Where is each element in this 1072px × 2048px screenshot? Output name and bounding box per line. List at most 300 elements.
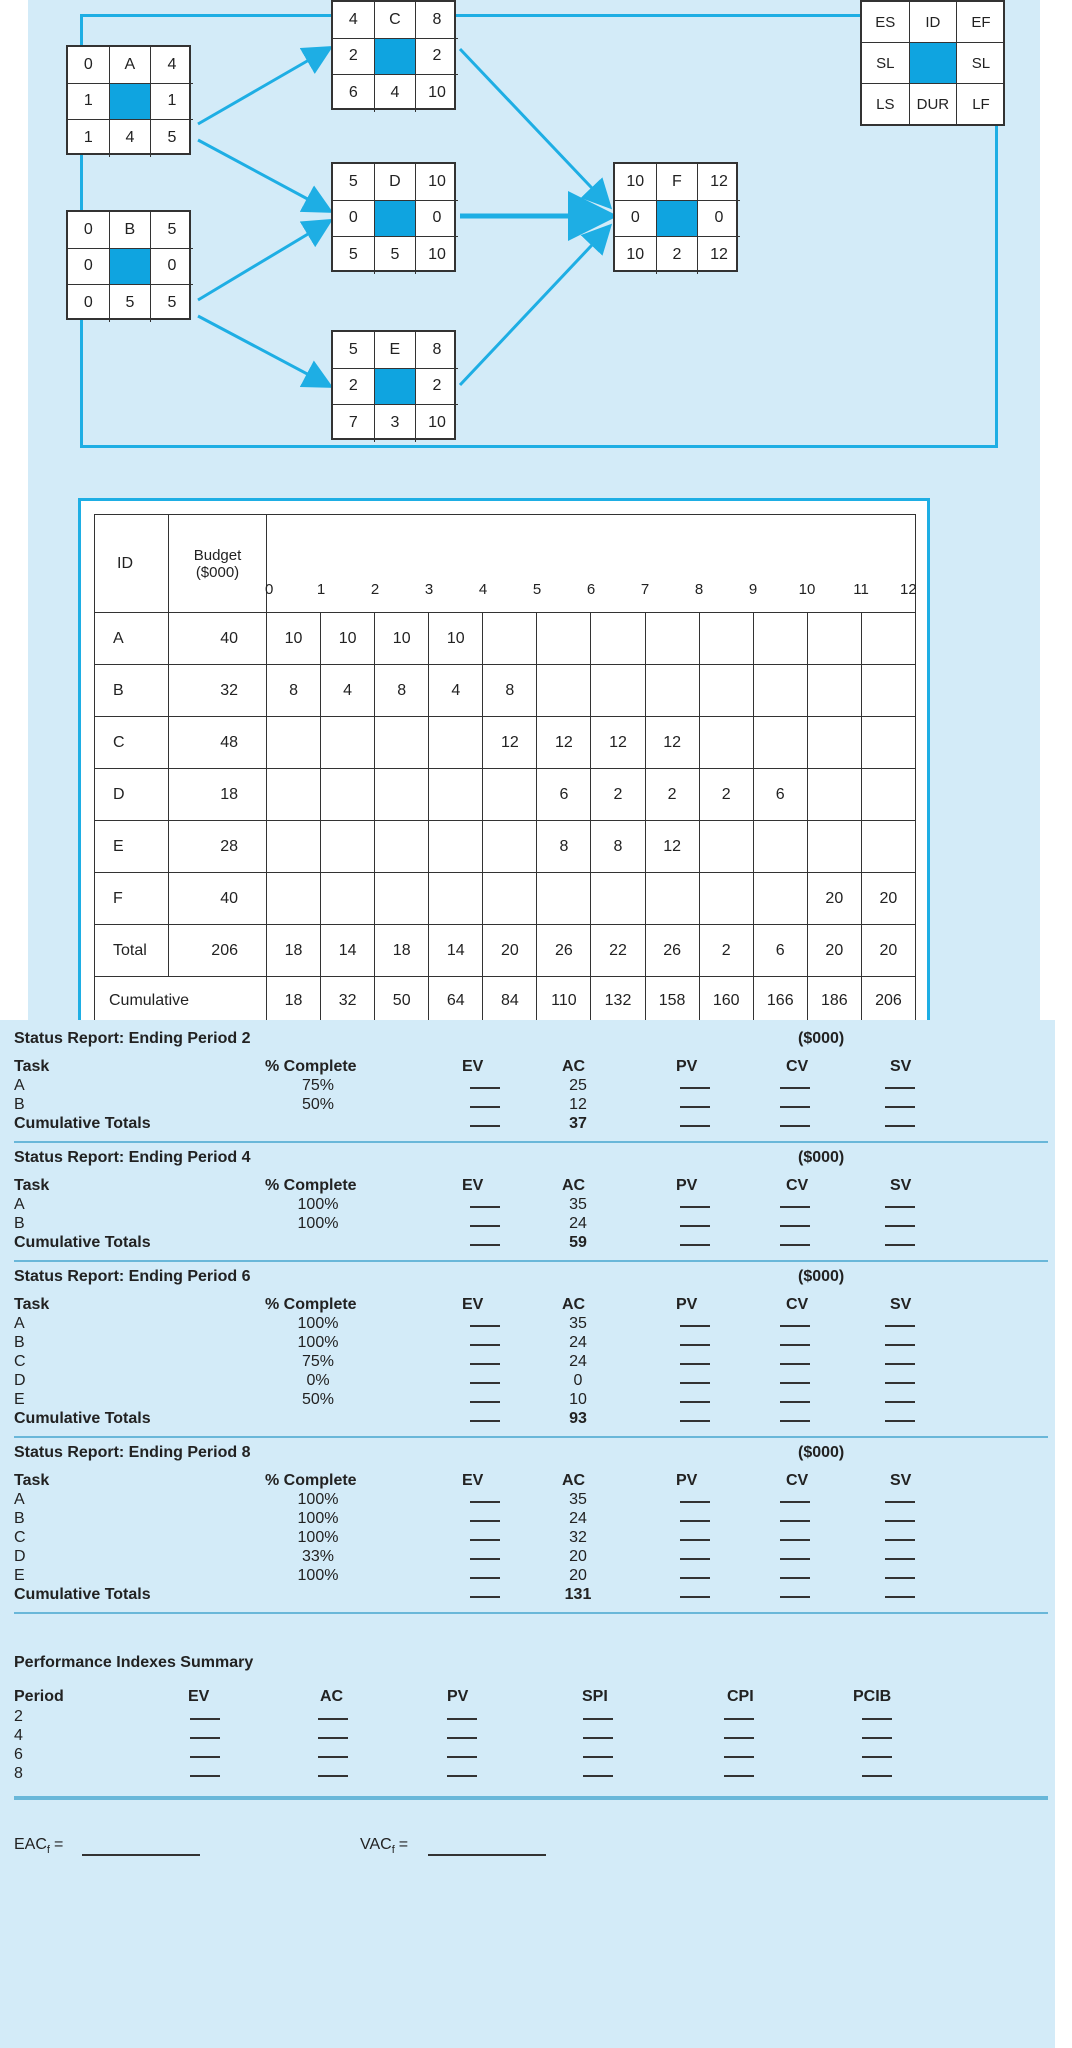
period-value: 84: [483, 977, 537, 1025]
period-value: 18: [375, 925, 429, 977]
node-fill: [657, 201, 699, 238]
period-value: [321, 873, 375, 925]
summary-col-pcib: PCIB: [853, 1688, 892, 1705]
node-ef: 4: [151, 47, 193, 84]
summary-period: 4: [14, 1727, 23, 1744]
blank-sv: [885, 1501, 915, 1503]
period-value: [537, 873, 591, 925]
budget-row-b: [95, 665, 916, 717]
node-fill: [375, 201, 417, 238]
budget-row-f: [95, 873, 916, 925]
blank-pv: [680, 1501, 710, 1503]
row-budget: 32: [169, 665, 267, 717]
summary-col-cpi: CPI: [727, 1688, 754, 1705]
node-fill: [375, 39, 417, 76]
blank-ev: [470, 1501, 500, 1503]
task-complete: 100%: [297, 1215, 339, 1232]
col-pv: PV: [676, 1472, 698, 1489]
period-tick: 0: [265, 581, 274, 598]
eac-equals: =: [53, 1836, 64, 1853]
period-value: 20: [807, 925, 861, 977]
task-id: B: [14, 1096, 25, 1113]
node-lf: 10: [428, 246, 446, 264]
blank-spi: [583, 1775, 613, 1777]
blank-sv: [885, 1596, 915, 1598]
blank-ev: [190, 1775, 220, 1777]
period-tick: 6: [586, 581, 596, 598]
node-ls: 6: [333, 75, 375, 112]
period-value: [429, 717, 483, 769]
period-tick: 3: [424, 581, 434, 598]
node-sl-right: 0: [698, 201, 740, 238]
legend-ls: LS: [862, 84, 910, 125]
period-value: 6: [753, 925, 807, 977]
node-lf: 5: [167, 294, 177, 312]
arrow-c-f: [460, 49, 608, 205]
period-value: [645, 873, 699, 925]
node-fill: [110, 249, 152, 286]
blank-cv: [780, 1539, 810, 1541]
blank-ev: [470, 1539, 500, 1541]
node-fill: [110, 84, 152, 121]
cumulative-totals-label: Cumulative Totals: [14, 1586, 151, 1603]
period-value: 158: [645, 977, 699, 1025]
period-value: [807, 613, 861, 665]
col-ac: AC: [562, 1058, 586, 1075]
col-cv: CV: [786, 1177, 809, 1194]
blank-pv: [680, 1539, 710, 1541]
period-value: 12: [645, 821, 699, 873]
summary-period: 6: [14, 1746, 23, 1763]
task-complete: 0%: [306, 1372, 330, 1389]
divider: [14, 1798, 1048, 1800]
blank-cpi: [724, 1718, 754, 1720]
report-title: Status Report: Ending Period 6: [14, 1268, 251, 1285]
row-label: D: [95, 769, 169, 821]
blank-pv: [680, 1520, 710, 1522]
blank-ev: [470, 1325, 500, 1327]
task-complete: 100%: [297, 1334, 339, 1351]
period-value: [807, 821, 861, 873]
task-id: E: [14, 1567, 25, 1584]
blank-cv: [780, 1244, 810, 1246]
blank-pcib: [862, 1718, 892, 1720]
id-header: ID: [95, 515, 169, 613]
blank-spi: [583, 1756, 613, 1758]
task-ac: 24: [569, 1334, 587, 1351]
node-sl-right: 2: [416, 369, 458, 406]
col-ev: EV: [462, 1177, 484, 1194]
blank-pv: [680, 1125, 710, 1127]
row-budget: 48: [169, 717, 267, 769]
blank-ac: [318, 1756, 348, 1758]
task-id: C: [14, 1353, 26, 1370]
blank-pv: [680, 1206, 710, 1208]
period-value: 50: [375, 977, 429, 1025]
period-value: [807, 665, 861, 717]
vac-subscript: f: [391, 1844, 395, 1857]
blank-sv: [885, 1325, 915, 1327]
period-value: [861, 769, 915, 821]
period-value: [753, 873, 807, 925]
col-complete: % Complete: [265, 1296, 357, 1313]
vac-label: VAC: [360, 1836, 392, 1853]
blank-cv: [780, 1363, 810, 1365]
period-value: 6: [537, 769, 591, 821]
period-value: 20: [483, 925, 537, 977]
blank-sv: [885, 1244, 915, 1246]
report-unit: ($000): [798, 1268, 845, 1285]
task-ac: 12: [569, 1096, 587, 1113]
blank-ev: [470, 1382, 500, 1384]
col-task: Task: [14, 1058, 50, 1075]
report-title: Status Report: Ending Period 4: [14, 1149, 251, 1166]
budget-header-line1: Budget: [193, 546, 242, 564]
blank-cpi: [724, 1756, 754, 1758]
eac-subscript: f: [46, 1844, 50, 1857]
blank-ev: [470, 1244, 500, 1246]
node-sl-right: 0: [151, 249, 193, 286]
budget-row-a: [95, 613, 916, 665]
period-value: [267, 769, 321, 821]
blank-cv: [780, 1225, 810, 1227]
node-ef: 8: [416, 332, 458, 369]
cumulative-totals-label: Cumulative Totals: [14, 1410, 151, 1427]
blank-sv: [885, 1558, 915, 1560]
row-label: A: [95, 613, 169, 665]
arrow-b-d: [198, 222, 328, 300]
node-es: 5: [333, 164, 375, 201]
period-value: [483, 873, 537, 925]
blank-pv: [680, 1344, 710, 1346]
blank-ev: [470, 1363, 500, 1365]
period-value: 18: [267, 925, 321, 977]
summary-col-spi: SPI: [582, 1688, 608, 1705]
row-budget: 18: [169, 769, 267, 821]
task-complete: 100%: [297, 1510, 339, 1527]
blank-cv: [780, 1558, 810, 1560]
node-b: [66, 210, 191, 320]
summary-period: 8: [14, 1765, 23, 1782]
blank-sv: [885, 1087, 915, 1089]
budget-header-row: [95, 515, 916, 613]
col-ac: AC: [562, 1296, 586, 1313]
report-title: Status Report: Ending Period 8: [14, 1444, 251, 1461]
period-value: 6: [753, 769, 807, 821]
period-value: 8: [537, 821, 591, 873]
node-sl-left: 1: [68, 84, 110, 121]
budget-row-d: [95, 769, 916, 821]
blank-sv: [885, 1225, 915, 1227]
period-value: 2: [645, 769, 699, 821]
blank-cv: [780, 1596, 810, 1598]
task-ac: 25: [569, 1077, 587, 1094]
col-task: Task: [14, 1177, 50, 1194]
blank-cv: [780, 1401, 810, 1403]
row-label: Total: [95, 925, 169, 977]
legend-es: ES: [862, 2, 910, 43]
legend-sl-left: SL: [862, 43, 910, 84]
period-value: [267, 717, 321, 769]
period-value: [699, 873, 753, 925]
period-value: [753, 613, 807, 665]
blank-pv: [447, 1775, 477, 1777]
period-value: [699, 665, 753, 717]
period-value: [375, 717, 429, 769]
period-axis: [267, 515, 916, 613]
task-complete: 75%: [301, 1077, 335, 1094]
cumulative-ac: 131: [564, 1586, 592, 1603]
blank-ev: [470, 1401, 500, 1403]
node-lf: 10: [428, 84, 446, 102]
period-tick: 8: [694, 581, 704, 598]
period-value: [537, 665, 591, 717]
vac-equals: =: [398, 1836, 409, 1853]
node-id: F: [657, 164, 699, 201]
period-value: [591, 873, 645, 925]
task-ac: 0: [573, 1372, 583, 1389]
period-value: 26: [645, 925, 699, 977]
col-pv: PV: [676, 1177, 698, 1194]
period-value: 186: [807, 977, 861, 1025]
node-a: [66, 45, 191, 155]
period-value: 8: [267, 665, 321, 717]
node-sl-left: 2: [333, 39, 375, 76]
period-value: [861, 821, 915, 873]
blank-cv: [780, 1420, 810, 1422]
budget-row-total: [95, 925, 916, 977]
blank-cv: [780, 1087, 810, 1089]
period-value: [807, 769, 861, 821]
period-value: [645, 613, 699, 665]
task-ac: 32: [569, 1529, 587, 1546]
col-cv: CV: [786, 1296, 809, 1313]
period-value: [483, 613, 537, 665]
period-value: [429, 769, 483, 821]
blank-pcib: [862, 1737, 892, 1739]
period-value: [699, 613, 753, 665]
task-ac: 10: [569, 1391, 587, 1408]
node-id: B: [110, 212, 152, 249]
blank-pv: [680, 1420, 710, 1422]
period-value: 64: [429, 977, 483, 1025]
node-ef: 8: [416, 2, 458, 39]
col-ac: AC: [562, 1472, 586, 1489]
summary-col-pv: PV: [447, 1688, 469, 1705]
blank-cv: [780, 1520, 810, 1522]
arrow-b-e: [198, 316, 328, 385]
blank-pv: [447, 1737, 477, 1739]
node-ls: 0: [68, 285, 110, 322]
period-tick: 11: [853, 581, 869, 598]
node-sl-left: 0: [615, 201, 657, 238]
task-complete: 100%: [297, 1491, 339, 1508]
budget-row-c: [95, 717, 916, 769]
node-fill: [375, 369, 417, 406]
task-id: A: [14, 1077, 25, 1094]
blank-ac: [318, 1718, 348, 1720]
task-id: A: [14, 1196, 25, 1213]
node-dur: 2: [657, 237, 699, 274]
blank-ev: [470, 1225, 500, 1227]
legend-fill: [910, 43, 958, 84]
row-budget: 40: [169, 873, 267, 925]
period-value: [321, 821, 375, 873]
period-value: 8: [591, 821, 645, 873]
row-label: C: [95, 717, 169, 769]
period-value: 2: [591, 769, 645, 821]
task-complete: 50%: [301, 1391, 335, 1408]
node-f: [613, 162, 738, 272]
row-budget: 40: [169, 613, 267, 665]
col-complete: % Complete: [265, 1177, 357, 1194]
task-complete: 100%: [297, 1567, 339, 1584]
node-id: C: [375, 2, 417, 39]
col-complete: % Complete: [265, 1472, 357, 1489]
blank-ev: [470, 1596, 500, 1598]
task-complete: 33%: [301, 1548, 335, 1565]
blank-pv: [680, 1558, 710, 1560]
blank-cv: [780, 1206, 810, 1208]
period-value: 4: [321, 665, 375, 717]
blank-pcib: [862, 1756, 892, 1758]
blank-cv: [780, 1501, 810, 1503]
period-value: [375, 769, 429, 821]
network-panel: [28, 0, 1040, 478]
node-dur: 4: [375, 75, 417, 112]
blank-cv: [780, 1325, 810, 1327]
blank-sv: [885, 1420, 915, 1422]
cumulative-ac: 59: [569, 1234, 587, 1251]
report-unit: ($000): [798, 1030, 845, 1047]
period-value: 2: [699, 925, 753, 977]
status-reports-panel: [0, 1020, 1055, 2048]
node-d: [331, 162, 456, 272]
divider: [14, 1141, 1048, 1143]
period-value: [753, 821, 807, 873]
blank-cv: [780, 1344, 810, 1346]
period-value: 10: [267, 613, 321, 665]
node-ls: 7: [333, 405, 375, 442]
blank-ev: [470, 1087, 500, 1089]
blank-pcib: [862, 1775, 892, 1777]
row-label: E: [95, 821, 169, 873]
report-unit: ($000): [798, 1149, 845, 1166]
period-value: [483, 821, 537, 873]
node-lf: 5: [167, 129, 177, 147]
period-value: 166: [753, 977, 807, 1025]
period-value: 10: [375, 613, 429, 665]
report-unit: ($000): [798, 1444, 845, 1461]
blank-spi: [583, 1718, 613, 1720]
node-dur: 3: [375, 405, 417, 442]
period-value: 26: [537, 925, 591, 977]
node-ef: 5: [151, 212, 193, 249]
row-budget: 206: [169, 925, 267, 977]
period-value: [537, 613, 591, 665]
blank-cpi: [724, 1737, 754, 1739]
node-dur: 4: [110, 120, 152, 157]
blank-pv: [680, 1363, 710, 1365]
summary-period: 2: [14, 1708, 23, 1725]
period-tick: 5: [532, 581, 542, 598]
period-value: 4: [429, 665, 483, 717]
period-value: [591, 613, 645, 665]
period-value: 10: [429, 613, 483, 665]
eac-blank-line: [82, 1854, 200, 1856]
blank-ev: [470, 1206, 500, 1208]
period-value: 8: [483, 665, 537, 717]
period-value: [861, 717, 915, 769]
legend-sl-right: SL: [957, 43, 1005, 84]
period-value: [267, 873, 321, 925]
cumulative-totals-label: Cumulative Totals: [14, 1234, 151, 1251]
period-value: 14: [321, 925, 375, 977]
node-id: A: [110, 47, 152, 84]
blank-sv: [885, 1363, 915, 1365]
node-ls: 1: [68, 120, 110, 157]
task-id: B: [14, 1215, 25, 1232]
period-value: 132: [591, 977, 645, 1025]
blank-pv: [680, 1325, 710, 1327]
cumulative-ac: 93: [569, 1410, 587, 1427]
divider: [14, 1436, 1048, 1438]
task-ac: 35: [569, 1491, 587, 1508]
task-ac: 24: [569, 1215, 587, 1232]
period-tick: 4: [478, 581, 488, 598]
col-sv: SV: [890, 1296, 912, 1313]
blank-sv: [885, 1125, 915, 1127]
period-value: [429, 873, 483, 925]
blank-sv: [885, 1106, 915, 1108]
blank-ev: [470, 1420, 500, 1422]
blank-sv: [885, 1539, 915, 1541]
summary-col-ev: EV: [188, 1688, 210, 1705]
node-sl-right: 0: [416, 201, 458, 238]
budget-row-cumulative: [95, 977, 916, 1025]
node-sl-right: 1: [151, 84, 193, 121]
task-ac: 20: [569, 1548, 587, 1565]
legend-dur: DUR: [910, 84, 958, 125]
period-value: [699, 821, 753, 873]
blank-cv: [780, 1106, 810, 1108]
blank-pv: [680, 1596, 710, 1598]
blank-ac: [318, 1737, 348, 1739]
task-id: A: [14, 1315, 25, 1332]
blank-sv: [885, 1577, 915, 1579]
blank-pv: [680, 1225, 710, 1227]
period-tick: 12: [899, 581, 917, 598]
blank-ev: [190, 1737, 220, 1739]
period-tick: 9: [748, 581, 758, 598]
node-dur: 5: [375, 237, 417, 274]
budget-row-e: [95, 821, 916, 873]
blank-cv: [780, 1382, 810, 1384]
vac-blank-line: [428, 1854, 546, 1856]
task-ac: 35: [569, 1196, 587, 1213]
blank-pv: [680, 1382, 710, 1384]
task-complete: 50%: [301, 1096, 335, 1113]
blank-pv: [680, 1577, 710, 1579]
task-id: B: [14, 1334, 25, 1351]
budget-header-line2: ($000): [195, 563, 240, 581]
cumulative-ac: 37: [569, 1115, 587, 1132]
period-value: 20: [807, 873, 861, 925]
blank-ev: [470, 1344, 500, 1346]
node-ef: 10: [416, 164, 458, 201]
period-value: [699, 717, 753, 769]
period-value: 20: [861, 873, 915, 925]
